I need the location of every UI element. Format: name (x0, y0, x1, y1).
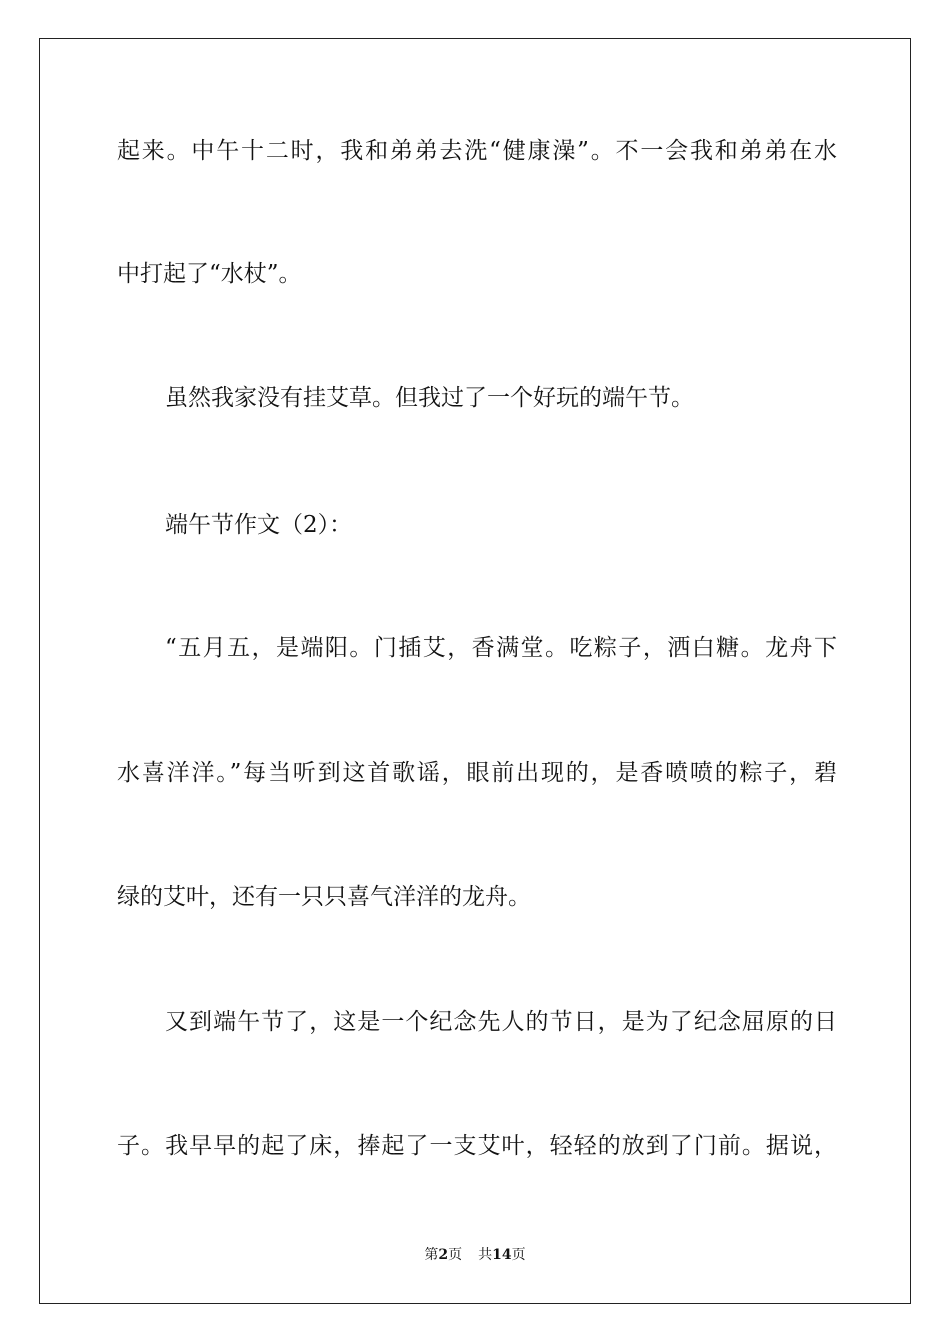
paragraph-line: “五月五，是端阳。门插艾，香满堂。吃粽子，洒白糖。龙舟下 (165, 635, 837, 661)
paragraph-line: 水喜洋洋。”每当听到这首歌谣，眼前出现的，是香喷喷的粽子，碧 (117, 760, 837, 786)
page-prefix: 第 (424, 1247, 439, 1263)
page-number: 2 (438, 1247, 449, 1263)
paragraph-line: 起来。中午十二时，我和弟弟去洗“健康澡”。不一会我和弟弟在水 (117, 138, 837, 164)
page-footer (0, 1244, 950, 1264)
paragraph-line: 绿的艾叶，还有一只只喜气洋洋的龙舟。 (117, 884, 531, 910)
total-prefix: 共 (478, 1247, 493, 1263)
page-border (39, 38, 911, 1304)
paragraph-line: 又到端午节了，这是一个纪念先人的节日，是为了纪念屈原的日 (165, 1009, 837, 1035)
total-suffix: 页 (511, 1247, 526, 1263)
paragraph-line: 子。我早早的起了床，捧起了一支艾叶，轻轻的放到了门前。据说， (117, 1133, 837, 1159)
total-pages: 14 (492, 1247, 512, 1263)
page-suffix: 页 (448, 1247, 463, 1263)
paragraph-line: 中打起了“水杖”。 (117, 261, 302, 287)
section-heading: 端午节作文（2）： (165, 512, 353, 538)
paragraph-line: 虽然我家没有挂艾草。但我过了一个好玩的端午节。 (165, 385, 694, 411)
